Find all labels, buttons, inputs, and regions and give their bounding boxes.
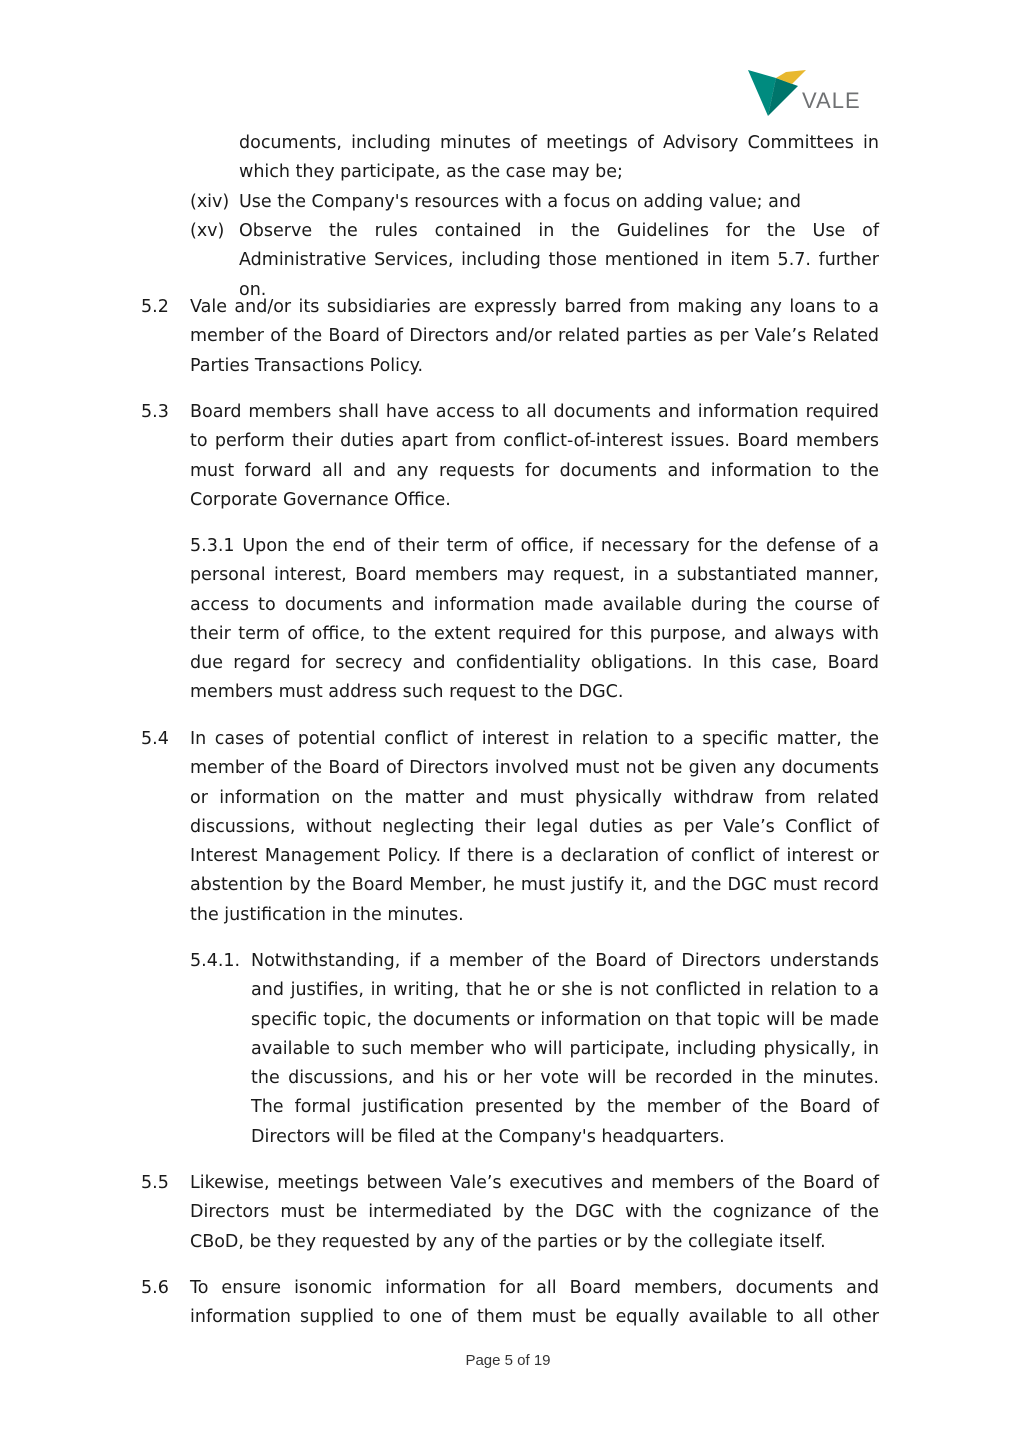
section-5-2-text: Vale and/or its subsidiaries are expressly barred from making any loans to a member of the Board of Directors and/or related parties as per Vale’s Related Parties Transactions Policy. xyxy=(190,297,879,376)
section-5-6-number: 5.6 xyxy=(141,1278,169,1298)
item-xv-text: Observe the rules contained in the Guidelines for the Use of Administrative Services, including those mentioned in item 5.7. further on. xyxy=(239,221,879,300)
section-5-3-1-text: 5.3.1 Upon the end of their term of office, if necessary for the defense of a personal interest, Board members may request, in a substantiated manner, access to documents and information made available during the course of their term of office, to the extent required for this purpose, and always with due regard for secrecy and confidentiality obligations. In this case, Board members must address such request to the DGC. xyxy=(190,536,879,703)
section-5-5-text: Likewise, meetings between Vale’s executives and members of the Board of Directors must be intermediated by the DGC with the cognizance of the CBoD, be they requested by any of the parties or by the collegiate itself. xyxy=(190,1173,879,1252)
section-5-4-number: 5.4 xyxy=(141,729,169,749)
section-5-4-1-text: Notwithstanding, if a member of the Board of Directors understands and justifies, in writing, that he or she is not conflicted in relation to a specific topic, the documents or information on that topic will be made available to such member who will participate, including physically, in the discussions, and his or her vote will be recorded in the minutes. The formal justification presented by the member of the Board of Directors will be filed at the Company's headquarters. xyxy=(251,951,879,1147)
section-5-6-text: To ensure isonomic information for all Board members, documents and information supplied to one of them must be equally available to all other xyxy=(190,1278,879,1328)
item-xv-number: (xv) xyxy=(190,221,225,241)
logo-wordmark: VALE xyxy=(802,88,861,113)
section-5-5-number: 5.5 xyxy=(141,1173,169,1193)
section-5-3-number: 5.3 xyxy=(141,402,169,422)
section-5-3-text: Board members shall have access to all documents and information required to perform their duties apart from conflict-of-interest issues. Board members must forward all and any requests for documents and information to the Corporate Governance Office. xyxy=(190,402,879,510)
section-5-4-1-number: 5.4.1. xyxy=(190,951,241,971)
vale-logo xyxy=(746,68,866,118)
item-xiv-text: Use the Company's resources with a focus on adding value; and xyxy=(239,192,801,212)
page-number: Page 5 of 19 xyxy=(465,1352,551,1369)
section-5-4-text: In cases of potential conflict of interest in relation to a specific matter, the member of the Board of Directors involved must not be given any documents or information on the matter and must physically withdraw from related discussions, without neglecting their legal duties as per Vale’s Conflict of Interest Management Policy. If there is a declaration of conflict of interest or abstention by the Board Member, he must justify it, and the DGC must record the justification in the minutes. xyxy=(190,729,879,925)
item-xiii-continuation: documents, including minutes of meetings of Advisory Committees in which they participate, as the case may be; xyxy=(239,133,879,183)
vale-logo-icon xyxy=(746,68,808,118)
section-5-2-number: 5.2 xyxy=(141,297,169,317)
item-xiv-number: (xiv) xyxy=(190,192,230,212)
